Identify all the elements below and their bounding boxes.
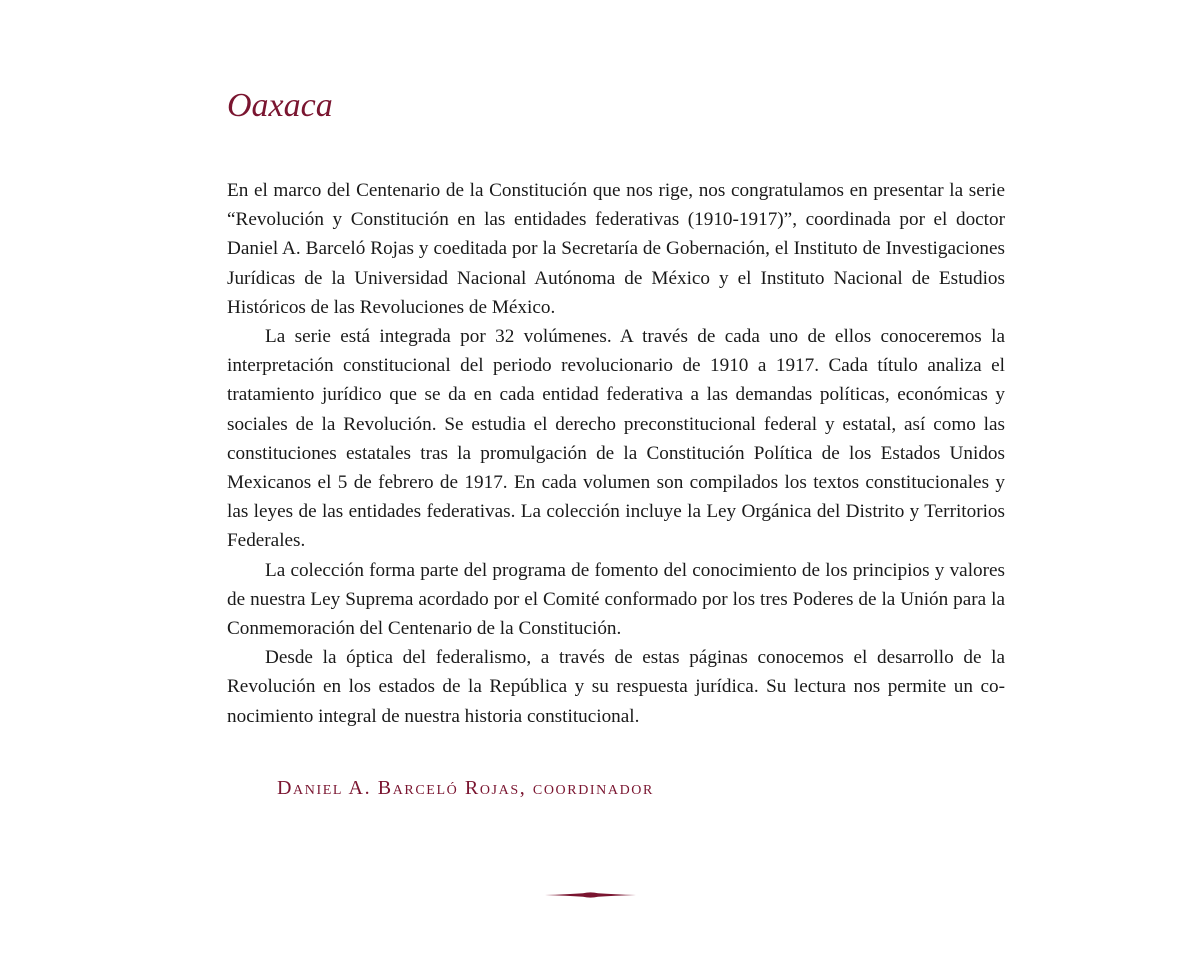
- decorative-divider-icon: [545, 889, 636, 901]
- paragraph: La serie está integrada por 32 volúmenes. A través de cada uno de ellos conoceremos la interpretación constitucional del periodo revolucionario de 1910 a 1917. Cada título analiza el tratamiento jurídico que se da en cada entidad federativa a las demandas políticas, económicas y sociales de la Revolución. Se estudia el derecho preconstitucional federal y estatal, así como las constituciones estatales tras la promulgación de la Constitución Política de los Estados Unidos Mexicanos el 5 de febrero de 1917. En cada volumen son compilados los textos constitucionales y las leyes de las entidades federativas. La colección incluye la Ley Orgánica del Distrito y Territorios Federales.: [227, 326, 1005, 552]
- paragraph: La colección forma parte del programa de fomento del conocimiento de los principios y valores de nuestra Ley Suprema acordado por el Comité conformado por los tres Poderes de la Unión para la Conmemoración del Centenario de la Constitución.: [227, 559, 1005, 640]
- paragraph: Desde la óptica del federalismo, a través de estas páginas conocemos el desarrollo de la Revolución en los estados de la República y su respuesta jurídica. Su lectura nos permite un conocimiento integral de nuestra historia constitucional.: [227, 647, 1005, 727]
- page-title: Oaxaca: [227, 87, 333, 124]
- author-signature: Daniel A. Barceló Rojas, coordinador: [277, 777, 654, 799]
- document-body: [227, 176, 1005, 731]
- paragraph: En el marco del Centenario de la Constitución que nos rige, nos congratulamos en presentar la serie “Revolución y Constitución en las entidades federativas (1910-1917)”, coordinada por el doctor Daniel A. Barceló Rojas y coeditada por la Secretaría de Gobernación, el Instituto de Investigaciones Jurídicas de la Universidad Nacional Autónoma de México y el Instituto Nacional de Estudios Históricos de las Revoluciones de México.: [227, 180, 1005, 318]
